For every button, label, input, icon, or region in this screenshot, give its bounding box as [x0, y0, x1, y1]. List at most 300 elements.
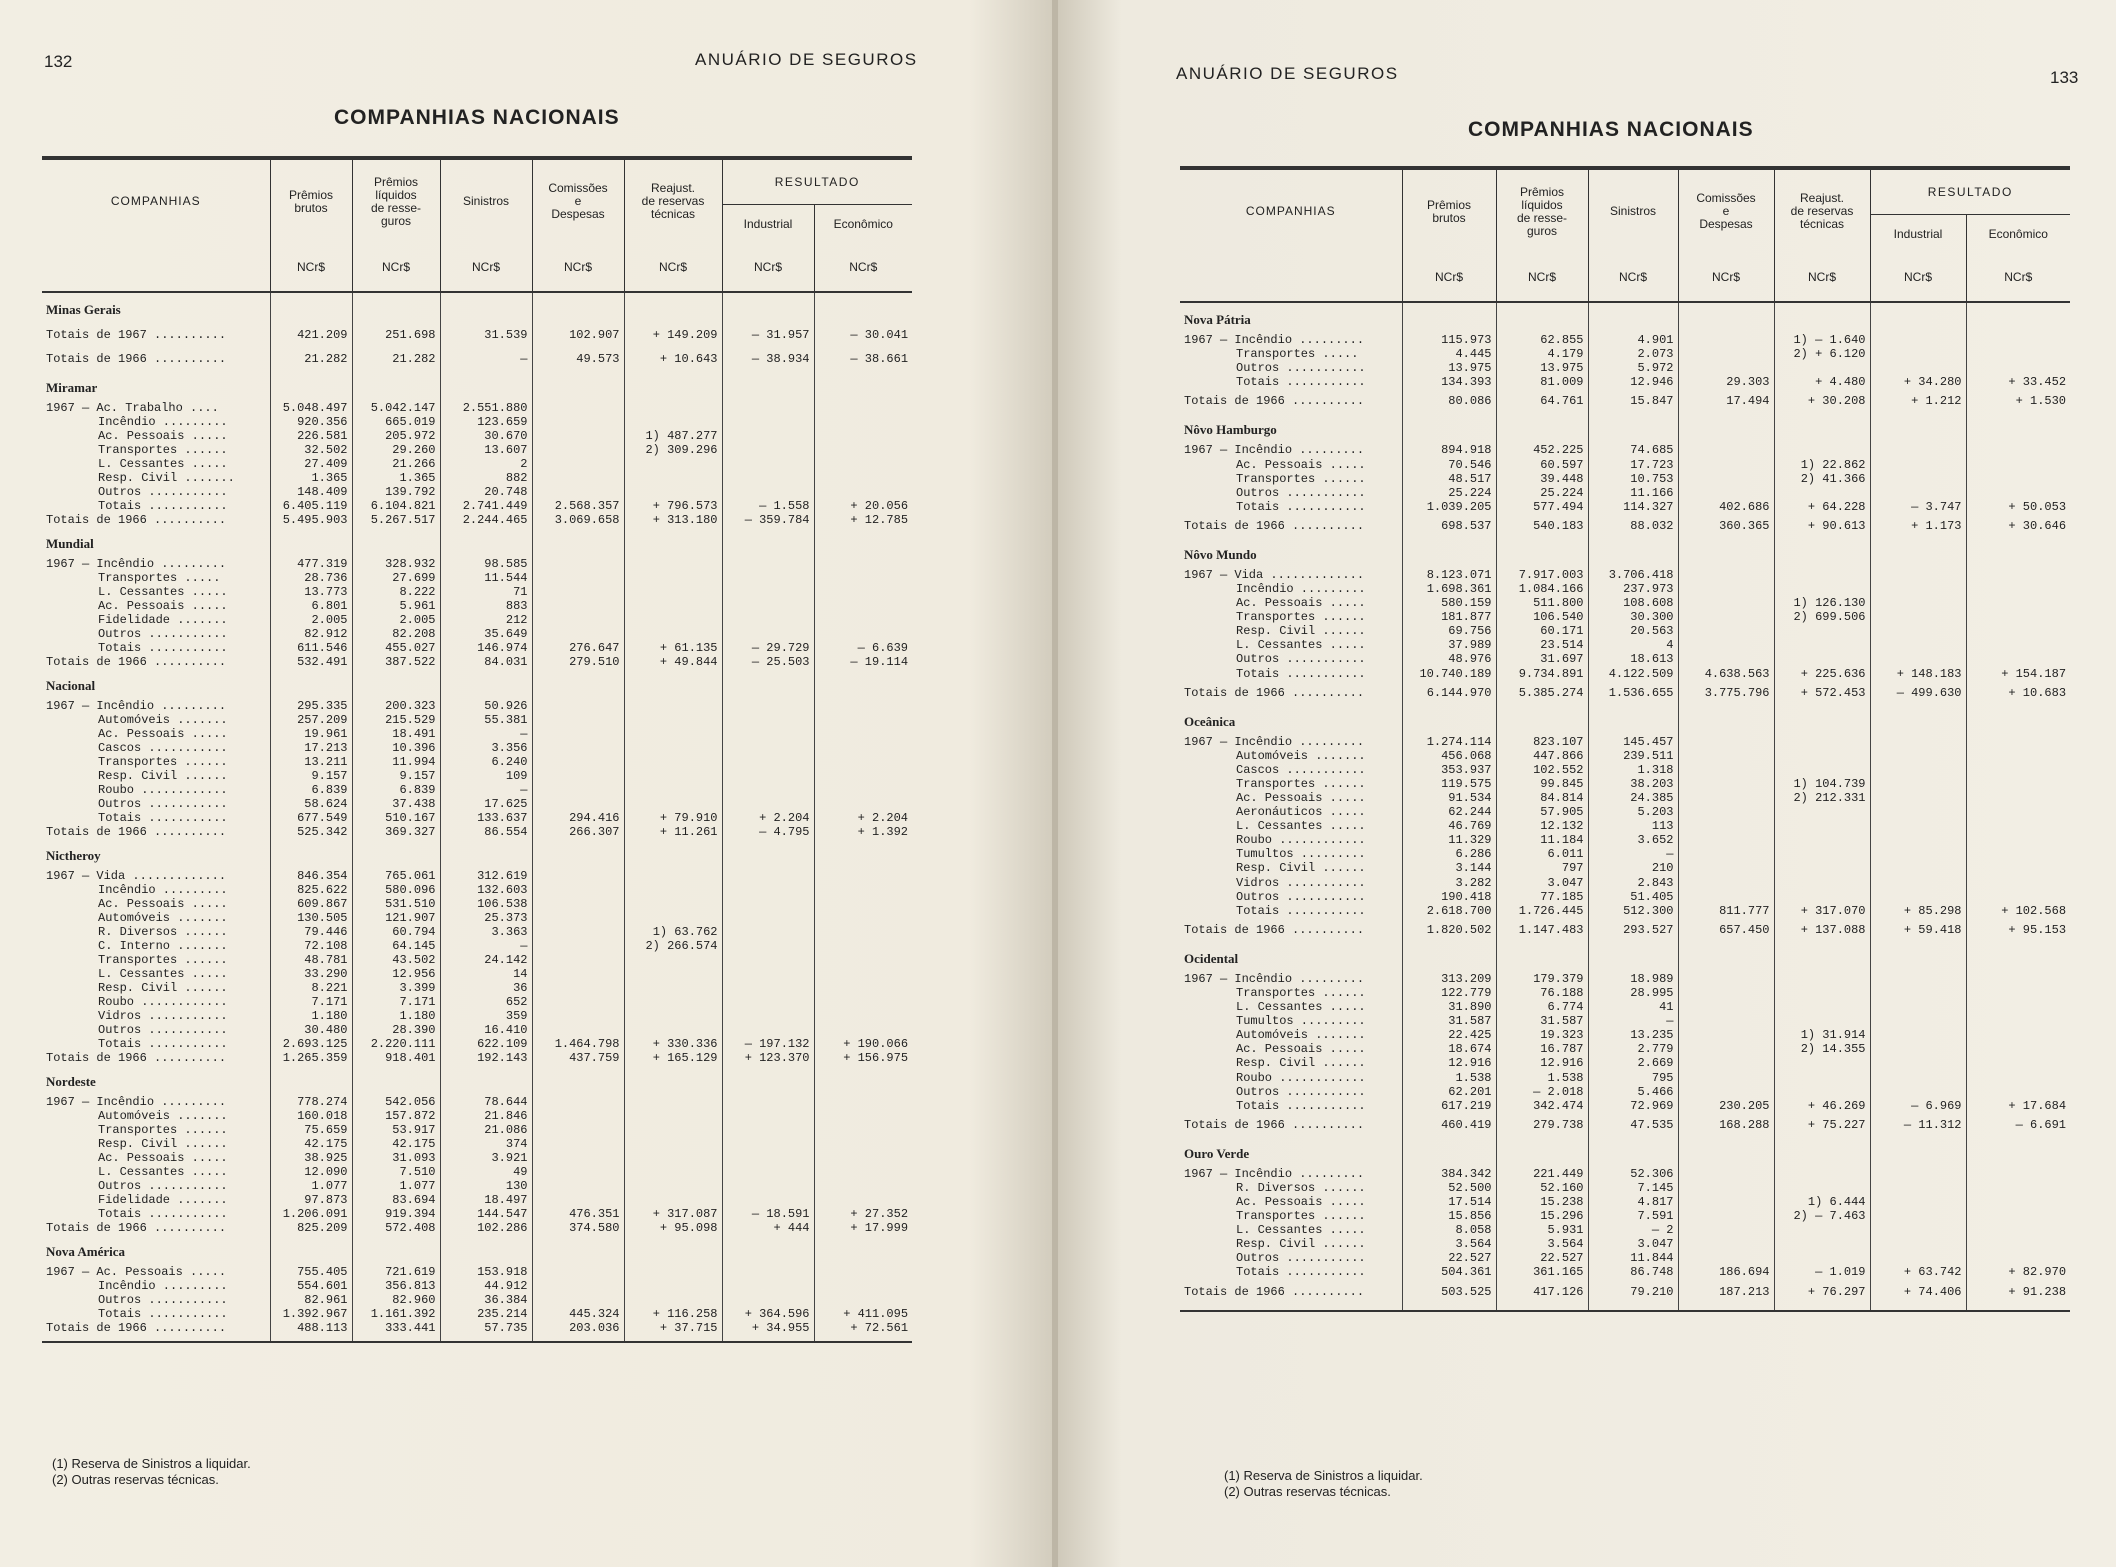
resultado-industrial-cell	[1870, 1181, 1966, 1195]
row-label: Aeronáuticos .....	[1180, 805, 1402, 819]
resultado-industrial-cell	[1870, 624, 1966, 638]
sinistros-cell: 512.300	[1588, 904, 1678, 918]
comissoes-cell	[532, 415, 624, 429]
row-label: Automóveis .......	[1180, 749, 1402, 763]
premios-liquidos-cell: 665.019	[352, 415, 440, 429]
resultado-industrial-cell	[722, 443, 814, 457]
row-label: Totais ...........	[42, 1037, 270, 1051]
comissoes-cell: 187.213	[1678, 1280, 1774, 1304]
resultado-economico-cell	[1966, 610, 2070, 624]
row-label: Cascos ...........	[42, 741, 270, 755]
empty-cell	[624, 1335, 722, 1342]
company-name: Nova Pátria	[1180, 302, 1402, 333]
data-table-left	[42, 156, 912, 1343]
row-label: Totais ...........	[42, 641, 270, 655]
table-row	[1180, 457, 2070, 471]
comissoes-cell: 276.647	[532, 641, 624, 655]
resultado-economico-cell	[814, 939, 912, 953]
page-title: COMPANHIAS NACIONAIS	[1468, 118, 1754, 141]
comissoes-cell	[1678, 1181, 1774, 1195]
reajust-cell	[1774, 1181, 1870, 1195]
reajust-cell	[1774, 819, 1870, 833]
sinistros-cell: 2.779	[1588, 1042, 1678, 1056]
resultado-economico-cell	[814, 741, 912, 755]
table-row	[1180, 1280, 2070, 1304]
empty-cell	[814, 839, 912, 869]
empty-cell	[270, 371, 352, 401]
row-label: Transportes ......	[1180, 986, 1402, 1000]
resultado-economico-cell	[814, 755, 912, 769]
empty-cell	[532, 669, 624, 699]
resultado-industrial-cell	[1870, 1014, 1966, 1028]
table-row	[42, 769, 912, 783]
row-label: Transportes ......	[1180, 1209, 1402, 1223]
premios-brutos-cell: 13.211	[270, 755, 352, 769]
row-label: Outros ...........	[42, 1179, 270, 1193]
reajust-cell	[624, 967, 722, 981]
comissoes-cell	[532, 727, 624, 741]
resultado-economico-cell	[1966, 1085, 2070, 1099]
reajust-cell	[624, 471, 722, 485]
resultado-economico-cell	[1966, 347, 2070, 361]
premios-brutos-cell: 6.144.970	[1402, 681, 1496, 705]
premios-brutos-cell: 9.157	[270, 769, 352, 783]
reajust-cell: + 4.480	[1774, 375, 1870, 389]
empty-cell	[722, 292, 814, 323]
premios-liquidos-cell: 4.179	[1496, 347, 1588, 361]
premios-brutos-cell: 82.961	[270, 1293, 352, 1307]
reajust-cell	[1774, 1070, 1870, 1084]
col-unit-ncr: NCr$	[440, 243, 532, 292]
premios-liquidos-cell: 76.188	[1496, 986, 1588, 1000]
row-label: Ac. Pessoais .....	[42, 429, 270, 443]
table-row	[42, 911, 912, 925]
empty-cell	[1774, 942, 1870, 972]
row-label: Vidros ...........	[42, 1009, 270, 1023]
premios-liquidos-cell: 64.145	[352, 939, 440, 953]
premios-brutos-cell: 70.546	[1402, 457, 1496, 471]
table-row	[42, 1293, 912, 1307]
premios-brutos-cell: 778.274	[270, 1095, 352, 1109]
table-row	[1180, 652, 2070, 666]
resultado-industrial-cell: + 63.742	[1870, 1265, 1966, 1279]
table-row	[1180, 361, 2070, 375]
sinistros-cell: 374	[440, 1137, 532, 1151]
resultado-industrial-cell: — 11.312	[1870, 1113, 1966, 1137]
resultado-industrial-cell	[1870, 986, 1966, 1000]
premios-liquidos-cell: 3.399	[352, 981, 440, 995]
resultado-economico-cell: + 50.053	[2008, 499, 2067, 514]
sinistros-cell: 20.748	[440, 485, 532, 499]
resultado-industrial-cell: + 34.280	[1870, 375, 1966, 389]
resultado-economico-cell	[814, 585, 912, 599]
table-row	[1180, 763, 2070, 777]
resultado-economico-cell	[814, 783, 912, 797]
col-unit-blank	[1180, 253, 1402, 302]
col-header-reajust	[1774, 168, 1870, 253]
sinistros-cell: 7.591	[1588, 1209, 1678, 1223]
resultado-economico-cell	[1966, 1167, 2070, 1181]
table-row	[42, 1109, 912, 1123]
premios-liquidos-cell: 7.171	[352, 995, 440, 1009]
premios-brutos-cell: 825.209	[270, 1221, 352, 1235]
empty-cell	[352, 292, 440, 323]
comissoes-cell	[1678, 847, 1774, 861]
reajust-cell	[1774, 986, 1870, 1000]
reajust-cell	[624, 783, 722, 797]
premios-brutos-cell: 384.342	[1402, 1167, 1496, 1181]
table-row	[42, 897, 912, 911]
row-label: Fidelidade .......	[42, 613, 270, 627]
premios-brutos-cell: 611.546	[270, 641, 352, 655]
table-row	[42, 1123, 912, 1137]
table-row	[1180, 596, 2070, 610]
empty-cell	[352, 527, 440, 557]
premios-liquidos-cell: 15.296	[1496, 1209, 1588, 1223]
comissoes-cell	[532, 967, 624, 981]
empty-cell	[814, 292, 912, 323]
footnote-1: (1) Reserva de Sinistros a liquidar.	[52, 1456, 251, 1471]
premios-liquidos-cell: 106.540	[1496, 610, 1588, 624]
premios-liquidos-cell: 31.587	[1496, 1014, 1588, 1028]
table-row	[1180, 1265, 2070, 1279]
premios-brutos-cell: 11.329	[1402, 833, 1496, 847]
row-label: 1967 — Incêndio .........	[1180, 1167, 1402, 1181]
reajust-cell	[624, 869, 722, 883]
table-row	[1180, 610, 2070, 624]
premios-liquidos-cell: 510.167	[352, 811, 440, 825]
empty-cell	[1966, 413, 2070, 443]
company-header-row	[42, 371, 912, 401]
resultado-industrial-cell: + 364.596	[722, 1307, 814, 1321]
sinistros-cell: 13.607	[440, 443, 532, 457]
reajust-cell	[1774, 1014, 1870, 1028]
table-row	[1180, 972, 2070, 986]
premios-brutos-cell: 1.698.361	[1402, 582, 1496, 596]
table-row	[1180, 904, 2070, 918]
premios-brutos-cell: 8.058	[1402, 1223, 1496, 1237]
reajust-cell: + 30.208	[1774, 389, 1870, 413]
comissoes-cell	[532, 1193, 624, 1207]
comissoes-cell	[532, 741, 624, 755]
row-label: Totais ...........	[1180, 500, 1402, 514]
reajust-cell	[624, 1293, 722, 1307]
empty-cell	[1588, 705, 1678, 735]
premios-brutos-cell: 257.209	[270, 713, 352, 727]
table-row	[1180, 1056, 2070, 1070]
resultado-economico-cell	[814, 953, 912, 967]
row-label: Outros ...........	[1180, 1085, 1402, 1099]
resultado-economico-cell	[814, 1137, 912, 1151]
reajust-cell: + 37.715	[624, 1321, 722, 1335]
premios-brutos-cell: 532.491	[270, 655, 352, 669]
col-unit-ncr: NCr$	[1870, 253, 1966, 302]
col-unit-ncr: NCr$	[1588, 253, 1678, 302]
empty-cell	[270, 839, 352, 869]
premios-brutos-cell: 28.736	[270, 571, 352, 585]
resultado-industrial-cell	[1870, 833, 1966, 847]
footnotes	[52, 1456, 251, 1488]
sinistros-cell: 192.143	[440, 1051, 532, 1065]
reajust-cell: + 149.209	[624, 323, 722, 347]
premios-brutos-cell: 8.221	[270, 981, 352, 995]
premios-brutos-cell: 38.925	[270, 1151, 352, 1165]
premios-liquidos-cell: 577.494	[1496, 500, 1588, 514]
reajust-cell: 2) 266.574	[624, 939, 722, 953]
sinistros-cell: 74.685	[1588, 443, 1678, 457]
premios-brutos-cell: 8.123.071	[1402, 568, 1496, 582]
col-unit-ncr: NCr$	[722, 243, 814, 292]
premios-brutos-cell: 698.537	[1402, 514, 1496, 538]
empty-cell	[352, 839, 440, 869]
row-label: Totais de 1966 ..........	[1180, 1113, 1402, 1137]
premios-brutos-cell: 91.534	[1402, 791, 1496, 805]
col-header-resultado: RESULTADO	[722, 158, 912, 205]
sinistros-cell: 79.210	[1588, 1280, 1678, 1304]
premios-liquidos-cell: 531.510	[352, 897, 440, 911]
sinistros-cell: 108.608	[1588, 596, 1678, 610]
table-row	[1180, 514, 2070, 538]
row-label: Outros ...........	[42, 797, 270, 811]
row-label: Resp. Civil ......	[42, 981, 270, 995]
table-row	[42, 1009, 912, 1023]
row-label: Totais de 1967 ..........	[42, 323, 270, 347]
resultado-industrial-cell	[722, 627, 814, 641]
comissoes-cell	[1678, 1028, 1774, 1042]
resultado-industrial-cell	[1870, 890, 1966, 904]
comissoes-cell	[532, 613, 624, 627]
premios-brutos-cell: 1.365	[270, 471, 352, 485]
sinistros-cell: —	[1588, 847, 1678, 861]
resultado-industrial-cell: + 444	[722, 1221, 814, 1235]
premios-liquidos-cell: 215.529	[352, 713, 440, 727]
resultado-industrial-cell	[722, 401, 814, 415]
resultado-industrial-cell	[722, 429, 814, 443]
comissoes-cell	[532, 627, 624, 641]
row-label: Totais de 1966 ..........	[42, 655, 270, 669]
company-name: Oceânica	[1180, 705, 1402, 735]
col-header-premios-liquidos-line-1: Prêmios	[373, 174, 418, 189]
premios-brutos-cell: 920.356	[270, 415, 352, 429]
premios-brutos-cell: 122.779	[1402, 986, 1496, 1000]
empty-cell	[270, 1335, 352, 1342]
resultado-industrial-cell	[1870, 333, 1966, 347]
reajust-cell	[624, 415, 722, 429]
reajust-cell	[624, 627, 722, 641]
row-label: 1967 — Incêndio .........	[1180, 735, 1402, 749]
row-label: Automóveis .......	[42, 911, 270, 925]
reajust-cell: 1) 126.130	[1774, 596, 1870, 610]
table-row	[42, 1151, 912, 1165]
sinistros-cell: 14	[440, 967, 532, 981]
resultado-industrial-cell	[722, 485, 814, 499]
comissoes-cell	[1678, 861, 1774, 875]
resultado-industrial-cell	[1870, 861, 1966, 875]
table-row	[42, 457, 912, 471]
empty-cell	[440, 839, 532, 869]
comissoes-cell	[532, 897, 624, 911]
premios-liquidos-cell: 179.379	[1496, 972, 1588, 986]
row-label: Cascos ...........	[1180, 763, 1402, 777]
premios-liquidos-cell: 52.160	[1496, 1181, 1588, 1195]
table-row	[42, 1207, 912, 1221]
reajust-cell: 1) 31.914	[1774, 1028, 1870, 1042]
company-header-row	[1180, 302, 2070, 333]
row-label: Resp. Civil .......	[42, 471, 270, 485]
sinistros-cell: —	[440, 939, 532, 953]
table-row	[1180, 568, 2070, 582]
resultado-industrial-cell	[722, 769, 814, 783]
premios-liquidos-cell: 77.185	[1496, 890, 1588, 904]
reajust-cell: + 137.088	[1774, 918, 1870, 942]
reajust-cell: + 317.070	[1774, 904, 1870, 918]
resultado-economico-cell	[1966, 791, 2070, 805]
reajust-cell	[624, 1095, 722, 1109]
premios-brutos-cell: 1.274.114	[1402, 735, 1496, 749]
premios-liquidos-cell: 328.932	[352, 557, 440, 571]
empty-cell	[1774, 302, 1870, 333]
comissoes-cell: 266.307	[532, 825, 624, 839]
empty-cell	[1774, 705, 1870, 735]
table-row	[1180, 1028, 2070, 1042]
sinistros-cell: 5.972	[1588, 361, 1678, 375]
empty-cell	[352, 1065, 440, 1095]
row-label: Fidelidade .......	[42, 1193, 270, 1207]
comissoes-cell	[532, 1009, 624, 1023]
comissoes-cell	[1678, 819, 1774, 833]
resultado-economico-cell	[1966, 735, 2070, 749]
sinistros-cell: 2.669	[1588, 1056, 1678, 1070]
row-label: Ac. Pessoais .....	[42, 897, 270, 911]
reajust-cell	[624, 571, 722, 585]
sinistros-cell: 5.466	[1588, 1085, 1678, 1099]
premios-brutos-cell: 32.502	[270, 443, 352, 457]
reajust-cell	[624, 797, 722, 811]
reajust-cell	[1774, 763, 1870, 777]
comissoes-cell	[532, 925, 624, 939]
resultado-economico-cell	[814, 1009, 912, 1023]
row-label: Ac. Pessoais .....	[42, 727, 270, 741]
premios-liquidos-cell: 9.734.891	[1496, 667, 1588, 681]
empty-cell	[1496, 413, 1588, 443]
company-header-row	[1180, 413, 2070, 443]
resultado-economico-cell: + 154.187	[2001, 666, 2067, 681]
resultado-industrial-cell: — 499.630	[1870, 681, 1966, 705]
resultado-economico-cell	[1966, 1237, 2070, 1251]
table-row	[42, 599, 912, 613]
empty-cell	[1496, 942, 1588, 972]
resultado-economico-cell	[1966, 876, 2070, 890]
empty-cell	[1678, 1137, 1774, 1167]
premios-liquidos-cell: 22.527	[1496, 1251, 1588, 1265]
premios-brutos-cell: 22.527	[1402, 1251, 1496, 1265]
empty-cell	[1966, 1304, 2070, 1311]
sinistros-cell: 7.145	[1588, 1181, 1678, 1195]
table-row	[1180, 1251, 2070, 1265]
comissoes-cell: 657.450	[1678, 918, 1774, 942]
reajust-cell	[624, 755, 722, 769]
empty-cell	[440, 292, 532, 323]
row-label: Outros ...........	[42, 627, 270, 641]
resultado-economico-cell: + 72.561	[850, 1321, 909, 1335]
resultado-industrial-cell	[722, 585, 814, 599]
table-row	[42, 1051, 912, 1065]
company-header-row	[42, 1235, 912, 1265]
premios-liquidos-cell: 60.794	[352, 925, 440, 939]
sinistros-cell: 4.817	[1588, 1195, 1678, 1209]
resultado-industrial-cell	[1870, 1070, 1966, 1084]
empty-cell	[814, 669, 912, 699]
table-row	[42, 1221, 912, 1235]
sinistros-cell: 20.563	[1588, 624, 1678, 638]
row-label: Totais de 1966 ..........	[42, 1321, 270, 1335]
sinistros-cell: 28.995	[1588, 986, 1678, 1000]
company-name: Ocidental	[1180, 942, 1402, 972]
company-name: Nordeste	[42, 1065, 270, 1095]
comissoes-cell	[1678, 763, 1774, 777]
sinistros-cell: 44.912	[440, 1279, 532, 1293]
resultado-economico-cell	[814, 869, 912, 883]
resultado-industrial-cell	[1870, 1209, 1966, 1223]
table-row	[1180, 624, 2070, 638]
reajust-cell: 1) — 1.640	[1774, 333, 1870, 347]
col-header-reajust-line-1: Reajust.	[1799, 191, 1845, 205]
resultado-industrial-cell: — 359.784	[722, 513, 814, 527]
premios-liquidos-cell: 369.327	[352, 825, 440, 839]
comissoes-cell: 445.324	[532, 1307, 624, 1321]
resultado-industrial-cell	[722, 713, 814, 727]
comissoes-cell	[1678, 582, 1774, 596]
resultado-industrial-cell: + 85.298	[1870, 904, 1966, 918]
empty-cell	[1870, 1137, 1966, 1167]
comissoes-cell	[1678, 1209, 1774, 1223]
reajust-cell	[624, 613, 722, 627]
col-header-reajust-line-2: de reservas	[1790, 204, 1854, 218]
premios-brutos-cell: 134.393	[1402, 375, 1496, 389]
premios-liquidos-cell: 25.224	[1496, 486, 1588, 500]
table-row	[1180, 735, 2070, 749]
row-label: L. Cessantes .....	[1180, 819, 1402, 833]
empty-cell	[1496, 1304, 1588, 1311]
premios-brutos-cell: 160.018	[270, 1109, 352, 1123]
premios-liquidos-cell: 28.390	[352, 1023, 440, 1037]
resultado-economico-cell	[1966, 472, 2070, 486]
sinistros-cell: 3.706.418	[1588, 568, 1678, 582]
right-page	[1058, 0, 2116, 1567]
reajust-cell: 1) 487.277	[624, 429, 722, 443]
row-label: Transportes .....	[42, 571, 270, 585]
row-label: 1967 — Incêndio .........	[1180, 333, 1402, 347]
premios-brutos-cell: 119.575	[1402, 777, 1496, 791]
empty-cell	[1496, 1137, 1588, 1167]
comissoes-cell: 360.365	[1678, 514, 1774, 538]
resultado-economico-cell	[814, 1179, 912, 1193]
col-header-premios-liquidos-line-2: líquidos	[375, 187, 417, 202]
resultado-economico-cell: + 95.153	[2008, 922, 2067, 937]
row-label: Totais ...........	[1180, 1099, 1402, 1113]
reajust-cell: 1) 104.739	[1774, 777, 1870, 791]
empty-cell	[1402, 413, 1496, 443]
reajust-cell: + 11.261	[624, 825, 722, 839]
row-label: 1967 — Incêndio .........	[42, 1095, 270, 1109]
empty-cell	[1588, 538, 1678, 568]
sinistros-cell: 1.318	[1588, 763, 1678, 777]
resultado-economico-cell: — 6.691	[2015, 1117, 2067, 1132]
premios-brutos-cell: 13.773	[270, 585, 352, 599]
reajust-cell	[1774, 1167, 1870, 1181]
resultado-economico-cell	[814, 1109, 912, 1123]
comissoes-cell	[532, 1165, 624, 1179]
